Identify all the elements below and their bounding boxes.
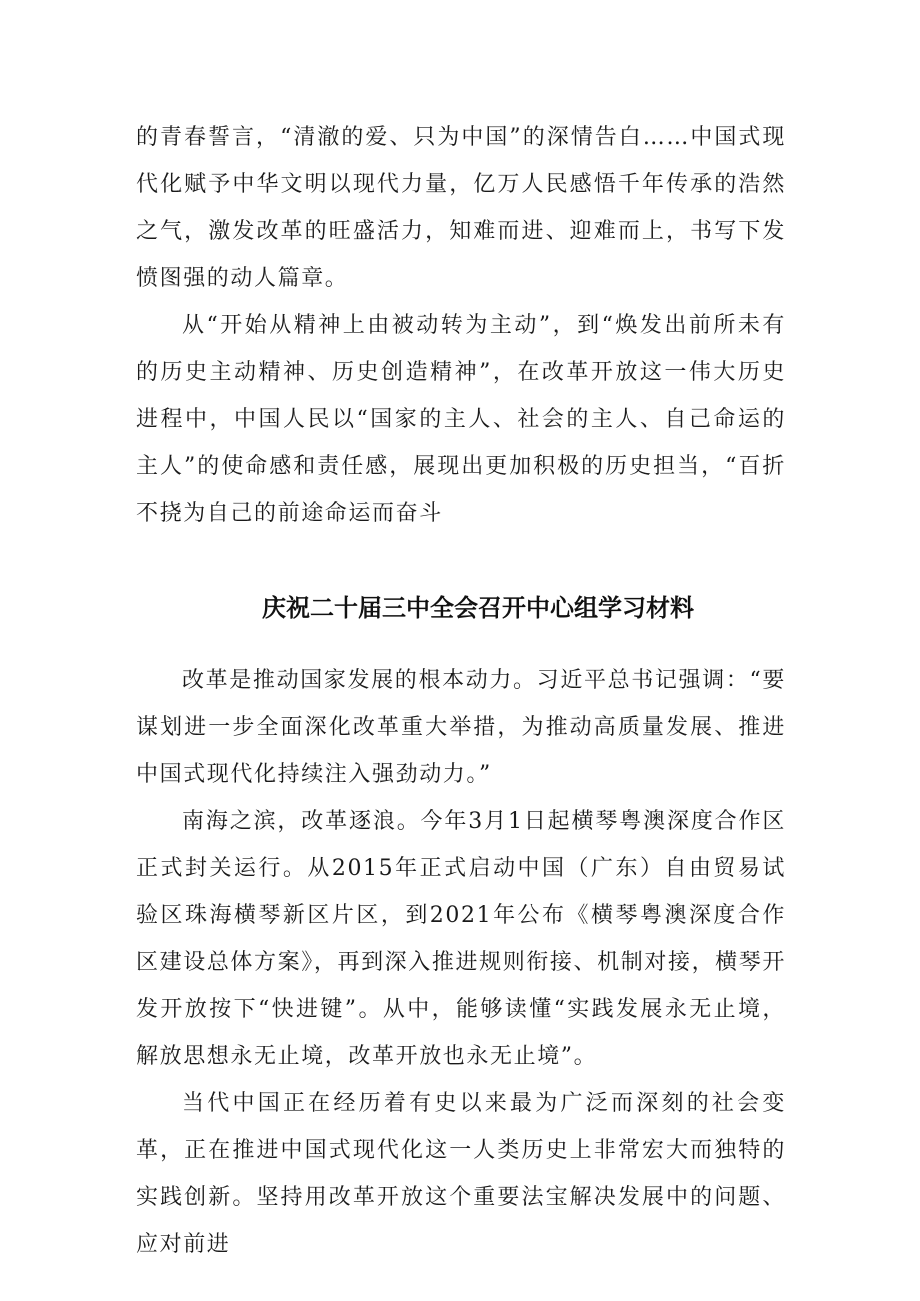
spacer <box>136 537 786 585</box>
paragraph-historical-initiative: 从“开始从精神上由被动转为主动”，到“焕发出前所未有的历史主动精神、历史创造精神”，在改革开放这一伟大历史进程中，中国人民以“国家的主人、社会的主人、自己命运的主人”的使命感和责任感，展现出更加积极的历史担当，“百折不挠为自己的前途命运而奋斗 <box>136 313 786 526</box>
section-heading: 庆祝二十届三中全会召开中心组学习材料 <box>262 594 694 622</box>
paragraph-contemporary-china: 当代中国正在经历着有史以来最为广泛而深刻的社会变革，正在推进中国式现代化这一人类历史上非常宏大而独特的实践创新。坚持用改革开放这个重要法宝解决发展中的问题、应对前进 <box>136 1091 786 1257</box>
paragraph-continued: 的青春誓言，“清澈的爱、只为中国”的深情告白……中国式现代化赋予中华文明以现代力量，亿万人民感悟千年传承的浩然之气，激发改革的旺盛活力，知难而进、迎难而上，书写下发愤图强的动人篇章。 <box>136 125 786 291</box>
paragraph-hengqin: 南海之滨，改革逐浪。今年3月1日起横琴粤澳深度合作区正式封关运行。从2015年正式启动中国（广东）自由贸易试验区珠海横琴新区片区，到2021年公布《横琴粤澳深度合作区建设总体方案》，再到深入推进规则衔接、机制对接，横琴开发开放按下“快进键”。从中，能够读懂“实践发展永无止境，解放思想永无止境，改革开放也永无止境”。 <box>136 809 786 1069</box>
document-body <box>136 114 786 1268</box>
paragraph-reform-driving-force: 改革是推动国家发展的根本动力。习近平总书记强调：“要谋划进一步全面深化改革重大举措，为推动高质量发展、推进中国式现代化持续注入强劲动力。” <box>136 668 786 787</box>
spacer <box>136 632 786 657</box>
